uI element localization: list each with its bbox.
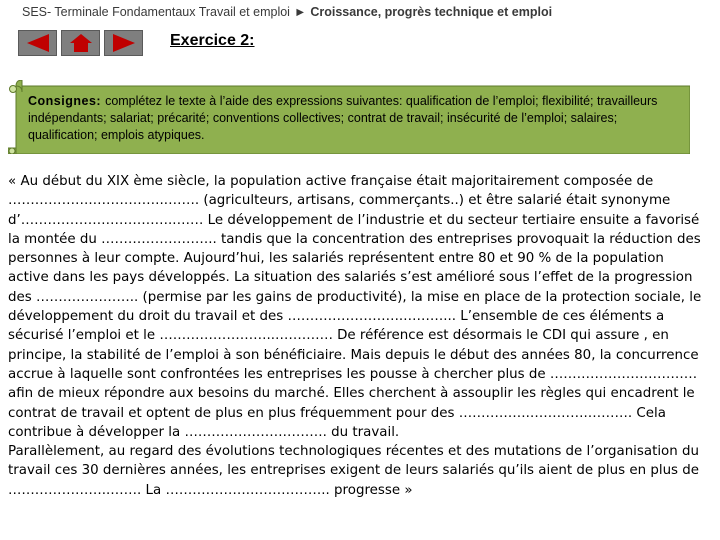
left-arrow-icon bbox=[27, 34, 49, 52]
exercise-paragraph-1: « Au début du XIX ème siècle, la population active française était majoritairement composée de ……………….……………..……. (agriculteurs, artisans, commerçants..) et être salarié était synonyme d’……………………………..…… Le développement de l’industrie et du secteur tertiaire ensuite a favorisé la montée du …………………….. tandis que la concentration des entreprises provoquait la réduction des personnes à leur compte. Aujourd’hui, les salariés représentent entre 80 et 90 % de la population active dans les pays développés. La situation des salariés s’est amélioré sous l’effet de la progression des ………………….. (permise par les gains de productivité), la mise en place de la protection sociale, le développement du droit du travail et des ……………………..………... L’ensemble de ces éléments a sécurisé l’emploi et le ……………………..…………. De référence est désormais le CDI qui assure , en principe, la stabilité de l’emploi à son bénéficiaire. Mais depuis le début des années 80, la concurrence accrue à laquelle sont confrontées les entreprises les pousse à chercher plus de …………………………… afin de mieux répondre aux besoins du marché. Elles cherchent à assouplir les règles qui encadrent le contrat de travail et optent de plus en plus fréquemment pour des …………….………….………. Cela contribue à développer la ………………….………. du travail. bbox=[8, 174, 702, 440]
instructions-scroll bbox=[8, 80, 690, 154]
home-icon bbox=[68, 33, 94, 53]
home-button[interactable] bbox=[61, 30, 100, 56]
exercise-text bbox=[8, 172, 708, 500]
exercise-paragraph-2: Parallèlement, au regard des évolutions technologiques récentes et des mutations de l’organisation du travail ces 30 dernières années, les entreprises exigent de leurs salariés qu’ils aient de plus en plus de …………………..……. La ………………..…………….. progresse » bbox=[8, 444, 700, 498]
breadcrumb-chapter[interactable]: Croissance, progrès technique et emploi bbox=[310, 5, 553, 19]
previous-slide-button[interactable] bbox=[18, 30, 57, 56]
breadcrumb-separator: ► bbox=[293, 5, 307, 19]
breadcrumb bbox=[22, 5, 552, 19]
page-title: Exercice 2: bbox=[170, 32, 255, 49]
breadcrumb-course[interactable]: SES- Terminale Fondamentaux Travail et emploi bbox=[22, 5, 290, 19]
next-slide-button[interactable] bbox=[104, 30, 143, 56]
instructions-text bbox=[28, 93, 668, 144]
right-arrow-icon bbox=[113, 34, 135, 52]
instructions-body: complétez le texte à l’aide des expressions suivantes: qualification de l’emploi; flexibilité; travailleurs indépendants; salariat; précarité; conventions collectives; contrat de travail; insécurité de l’emploi; salaires; qualification; emplois atypiques. bbox=[28, 94, 658, 142]
instructions-label: Consignes: bbox=[28, 94, 102, 108]
